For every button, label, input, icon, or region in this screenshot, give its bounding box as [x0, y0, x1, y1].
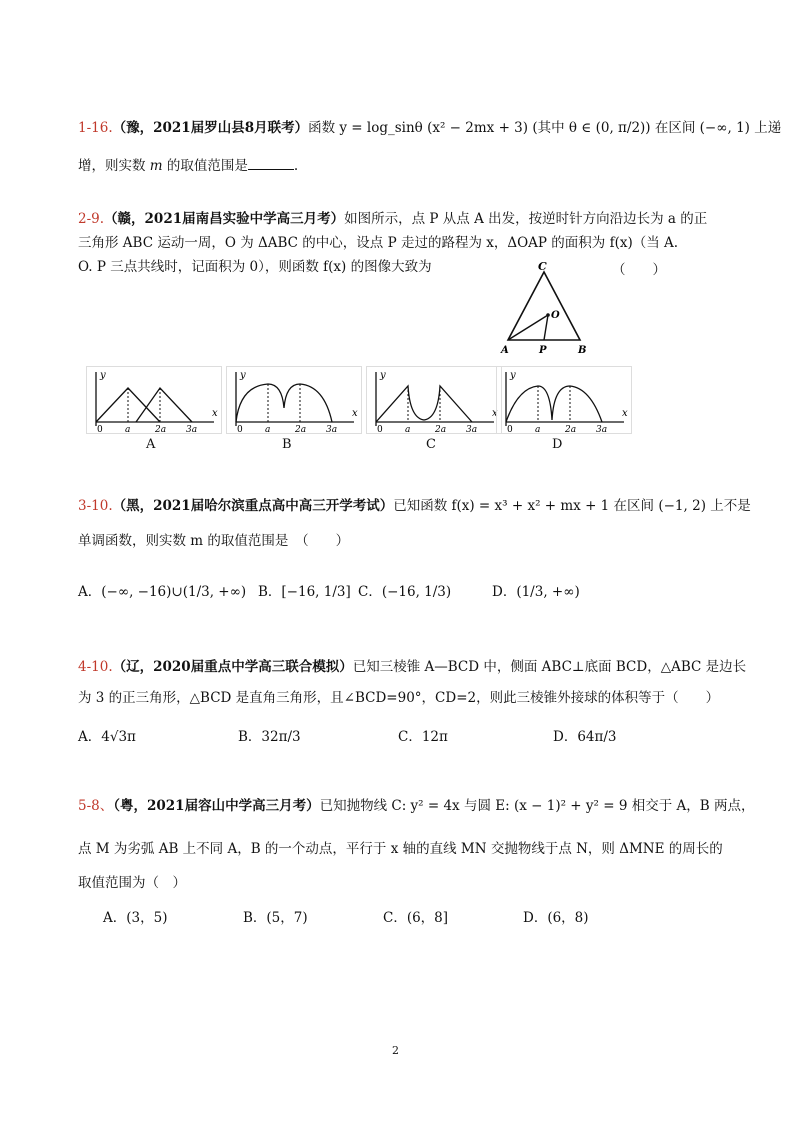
graph-c-curve [376, 386, 472, 422]
label-c: C [538, 260, 547, 273]
q3-option-c: C．(−16, 1/3) [358, 584, 452, 600]
q5-line1 [78, 797, 754, 815]
q5-option-d: D．(6，8) [523, 910, 589, 926]
q5-text-line1: 已知抛物线 C: y² = 4x 与圆 E: (x − 1)² + y² = 9 相交于 A，B 两点， [319, 798, 755, 814]
graph-option-d [496, 366, 632, 434]
q4-number: 4-10. [78, 659, 113, 675]
q1-text-line1: 函数 y = log_sinθ (x² − 2mx + 3) (其中 θ ∈ (0, π/2)) 在区间 (−∞, 1) 上递 [308, 120, 782, 136]
q4-text-line2: 为 3 的正三角形，△BCD 是直角三角形，且∠BCD=90°，CD=2，则此三棱锥外接球的体积等于（ ） [78, 690, 720, 706]
graph-a-label: A [146, 437, 156, 452]
q5-line2 [78, 840, 723, 858]
q1-line2 [78, 157, 298, 175]
graph-b-tick-a: a [265, 425, 271, 434]
q4-line1 [78, 658, 746, 676]
graph-c-x-label: x [492, 408, 498, 419]
q4-option-b: B．32π/3 [238, 729, 301, 745]
graph-b-tick-3a: 3a [326, 425, 338, 434]
q5-option-a: A．(3，5) [103, 910, 168, 926]
q2-source: （赣，2021届南昌实验中学高三月考） [104, 211, 345, 227]
graph-option-a [86, 366, 222, 434]
label-p: P [539, 345, 547, 356]
graph-c-label: C [426, 437, 436, 452]
graph-d-x-label: x [622, 408, 628, 419]
q1-number: 1-16. [78, 120, 113, 136]
graph-c-y-label: y [380, 370, 386, 381]
segment-po [544, 315, 548, 340]
q5-number: 5-8、 [78, 798, 114, 814]
q2-text-line1: 如图所示，点 P 从点 A 出发，按逆时针方向沿边长为 a 的正 [344, 211, 708, 227]
graph-d-curve [506, 386, 602, 422]
q5-option-c: C．(6，8] [383, 910, 449, 926]
graph-a-tick-2a: 2a [155, 425, 167, 434]
graph-c-origin: 0 [377, 425, 383, 434]
label-b: B [578, 345, 587, 356]
graph-a-y-label: y [100, 370, 106, 381]
graph-d-y-label: y [510, 370, 516, 381]
q4-option-c: C．12π [398, 729, 448, 745]
q5-text-line2: 点 M 为劣弧 AB 上不同 A，B 的一个动点，平行于 x 轴的直线 MN 交抛物线于点 N，则 ΔMNE 的周长的 [78, 841, 723, 857]
graph-b-y-label: y [240, 370, 246, 381]
graph-d-tick-2a: 2a [565, 425, 577, 434]
graph-a-x-label: x [212, 408, 218, 419]
center-o [546, 313, 550, 317]
q3-option-d: D．(1/3, +∞) [492, 584, 580, 600]
q3-source: （黑，2021届哈尔滨重点高中高三开学考试） [112, 498, 394, 514]
q1-line1 [78, 119, 781, 137]
q1-var-m: m [149, 158, 163, 174]
q3-line2 [78, 532, 349, 550]
page-number: 2 [392, 1044, 399, 1057]
graph-d-tick-3a: 3a [596, 425, 608, 434]
q2-line2 [78, 234, 678, 252]
graph-option-b [226, 366, 362, 434]
q3-line1 [78, 497, 751, 515]
graph-c-tick-a: a [405, 425, 411, 434]
q2-line3 [78, 258, 432, 276]
graph-b-curve [236, 384, 332, 422]
q1-answer-blank [248, 157, 294, 170]
graph-a-tick-3a: 3a [186, 425, 198, 434]
graph-d-label: D [552, 437, 563, 452]
q2-triangle-figure [490, 258, 600, 358]
graph-b-label: B [282, 437, 292, 452]
q2-text-line2: 三角形 ABC 运动一周，O 为 ΔABC 的中心，设点 P 走过的路程为 x，ΔOAP 的面积为 f(x)（当 A. [78, 235, 679, 251]
q2-text-line3: O. P 三点共线时，记面积为 0），则函数 f(x) 的图像大致为 [78, 259, 432, 275]
graph-c-tick-2a: 2a [435, 425, 447, 434]
q3-option-a: A．(−∞, −16)∪(1/3, +∞) [78, 584, 247, 600]
graph-c-frame [367, 367, 502, 434]
q1-text-end: . [293, 158, 299, 174]
graph-a-frame [87, 367, 222, 434]
graph-a-origin: 0 [97, 425, 103, 434]
q4-text-line1: 已知三棱锥 A—BCD 中，侧面 ABC⊥底面 BCD，△ABC 是边长 [352, 659, 747, 675]
q4-option-a: A．4√3π [78, 729, 136, 745]
q4-source: （辽，2020届重点中学高三联合模拟） [112, 659, 353, 675]
q1-source: （豫，2021届罗山县8月联考） [112, 120, 309, 136]
q5-option-b: B．(5，7) [243, 910, 308, 926]
label-o: O [551, 310, 560, 321]
q4-option-d: D．64π/3 [553, 729, 617, 745]
graph-c-tick-3a: 3a [466, 425, 478, 434]
graph-b-x-label: x [352, 408, 358, 419]
q1-text-line2b: 的取值范围是 [162, 158, 248, 174]
q2-line1 [78, 210, 707, 228]
q4-line2 [78, 689, 719, 707]
q5-text-line3: 取值范围为（ ） [78, 875, 186, 891]
q3-text-line1: 已知函数 f(x) = x³ + x² + mx + 1 在区间 (−1, 2) 上不是 [393, 498, 751, 514]
label-a: A [501, 345, 509, 356]
graph-d-origin: 0 [507, 425, 513, 434]
q3-number: 3-10. [78, 498, 113, 514]
q5-line3 [78, 874, 186, 892]
q1-text-line2a: 增，则实数 [78, 158, 150, 174]
graph-a-tick-a: a [125, 425, 131, 434]
graph-d-tick-a: a [535, 425, 541, 434]
triangle-abc [508, 272, 580, 340]
q2-answer-paren: （ ） [612, 262, 666, 278]
graph-b-frame [227, 367, 362, 434]
q5-source: （粤，2021届容山中学高三月考） [113, 798, 320, 814]
graph-option-c [366, 366, 502, 434]
graph-b-tick-2a: 2a [295, 425, 307, 434]
graph-b-origin: 0 [237, 425, 243, 434]
q2-number: 2-9. [78, 211, 105, 227]
q3-option-b: B．[−16, 1/3] [258, 584, 351, 600]
q3-text-line2: 单调函数，则实数 m 的取值范围是 （ ） [78, 533, 350, 549]
